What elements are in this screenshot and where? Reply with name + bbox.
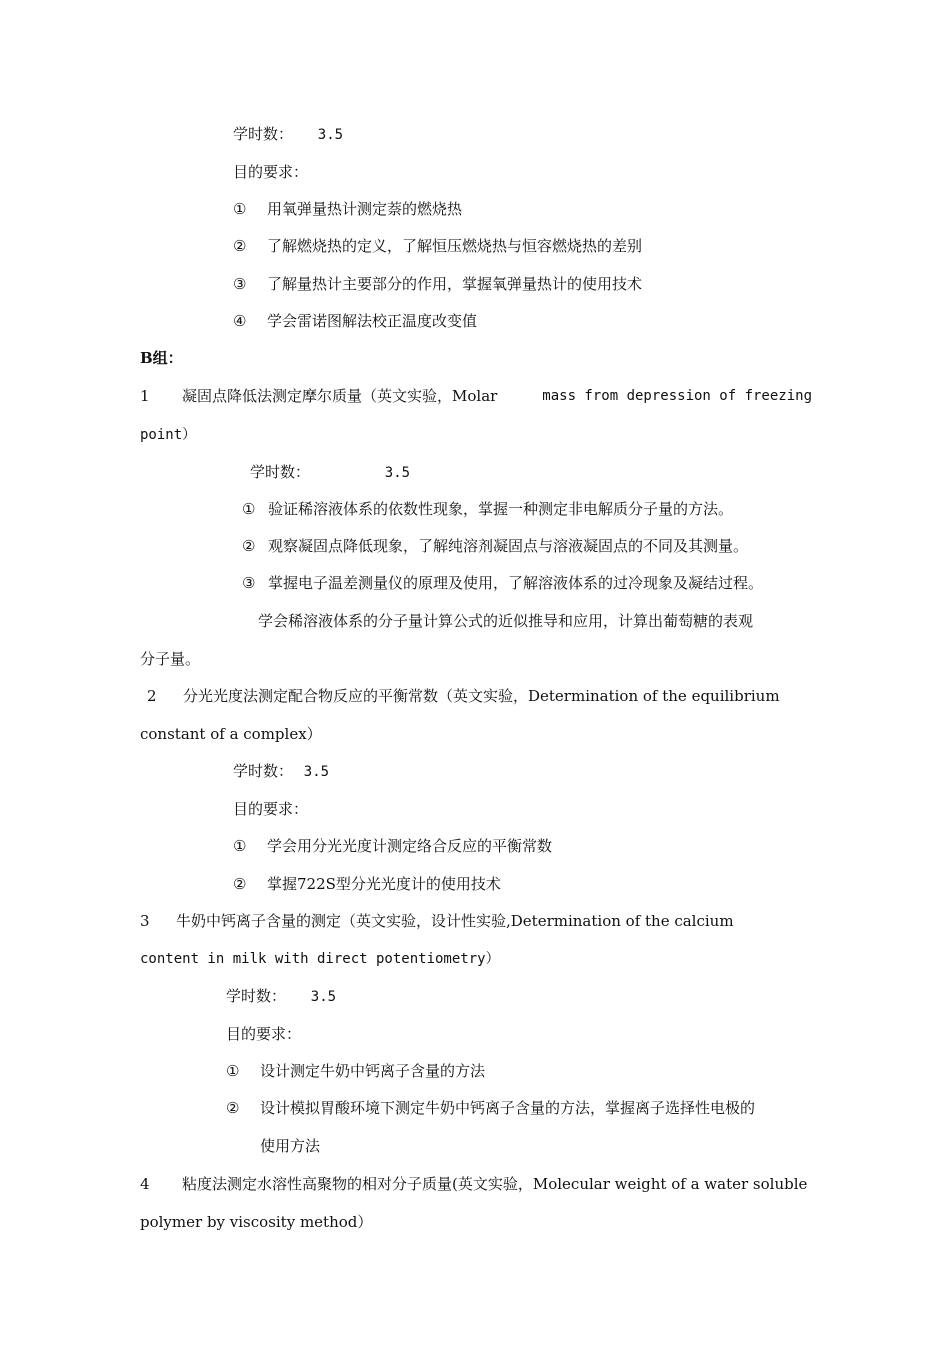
list-item-cont: 使用方法 (260, 1137, 321, 1155)
group-b-heading: B组： (140, 349, 183, 367)
exp4-title: 4 粘度法测定水溶性高聚物的相对分子质量(英文实验，Molecular weight of a water soluble (140, 1175, 808, 1193)
purpose-label: 目的要求： (233, 163, 309, 181)
purpose-label: 目的要求： (226, 1025, 302, 1043)
purpose-label: 目的要求： (233, 800, 309, 818)
exp3-title: 3 牛奶中钙离子含量的测定（英文实验，设计性实验,Determination of the calcium (140, 912, 734, 930)
list-item: ① 设计测定牛奶中钙离子含量的方法 (226, 1062, 486, 1080)
exp1-extra-line-cont: 分子量。 (140, 650, 201, 668)
hours-row: 学时数： 3.5 (250, 463, 411, 481)
exp4-title-cont: polymer by viscosity method） (140, 1213, 373, 1231)
list-item: ① 用氧弹量热计测定萘的燃烧热 (233, 200, 463, 218)
list-item: ③ 掌握电子温差测量仪的原理及使用，了解溶液体系的过冷现象及凝结过程。 (242, 574, 764, 592)
hours-value: 3.5 (317, 127, 344, 143)
list-item: ① 学会用分光光度计测定络合反应的平衡常数 (233, 837, 553, 855)
list-item: ② 了解燃烧热的定义，了解恒压燃烧热与恒容燃烧热的差别 (233, 237, 643, 255)
hours-row: 学时数： 3.5 (226, 987, 337, 1005)
list-item: ② 设计模拟胃酸环境下测定牛奶中钙离子含量的方法，掌握离子选择性电极的 (226, 1099, 756, 1117)
exp2-title-cont: constant of a complex） (140, 725, 322, 743)
hours-row: 学时数： 3.5 (233, 762, 330, 780)
list-item: ④ 学会雷诺图解法校正温度改变值 (233, 312, 478, 330)
exp3-title-cont: content in milk with direct potentiometry） (140, 951, 500, 967)
exp1-extra-line: 学会稀溶液体系的分子量计算公式的近似推导和应用，计算出葡萄糖的表观 (258, 612, 754, 630)
list-item: ③ 了解量热计主要部分的作用，掌握氧弹量热计的使用技术 (233, 275, 643, 293)
list-item: ① 验证稀溶液体系的依数性现象，掌握一种测定非电解质分子量的方法。 (242, 500, 734, 518)
list-item: ② 观察凝固点降低现象，了解纯溶剂凝固点与溶液凝固点的不同及其测量。 (242, 537, 749, 555)
exp2-title: 2 分光光度法测定配合物反应的平衡常数（英文实验，Determination of the equilibrium (147, 687, 780, 705)
list-item: ② 掌握722S型分光光度计的使用技术 (233, 875, 501, 893)
hours-row (233, 124, 343, 145)
hours-label: 学时数： (233, 125, 294, 143)
exp1-title: 1 凝固点降低法测定摩尔质量（英文实验，Molar mass from depression of freezing (140, 387, 812, 405)
exp1-title-cont: point） (140, 427, 197, 443)
